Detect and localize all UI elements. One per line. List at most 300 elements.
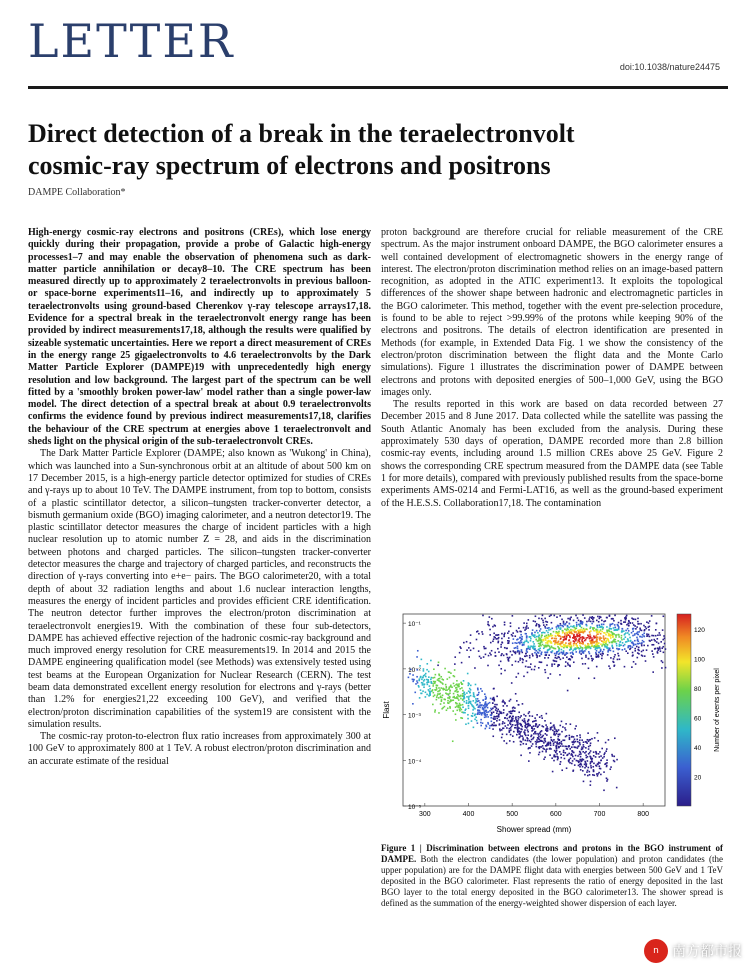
electron-point	[451, 686, 453, 688]
electron-point	[459, 696, 461, 698]
electron-point	[578, 765, 580, 767]
figure-caption	[381, 843, 723, 909]
electron-point	[453, 699, 455, 701]
proton-point	[598, 631, 600, 633]
electron-point	[467, 685, 469, 687]
proton-point	[534, 632, 536, 634]
electron-point	[599, 756, 601, 758]
x-axis-label: Shower spread (mm)	[496, 825, 572, 834]
proton-point	[613, 633, 615, 635]
electron-point	[509, 700, 511, 702]
proton-point	[634, 625, 636, 627]
electron-point	[477, 698, 479, 700]
electron-point	[481, 714, 483, 716]
proton-point	[500, 655, 502, 657]
proton-point	[660, 641, 662, 643]
proton-point	[501, 633, 503, 635]
electron-point	[466, 700, 468, 702]
proton-point	[602, 627, 604, 629]
electron-point	[466, 692, 468, 694]
electron-point	[486, 714, 488, 716]
electron-point	[556, 753, 558, 755]
electron-point	[490, 708, 492, 710]
proton-point	[588, 658, 590, 660]
proton-point	[576, 635, 578, 637]
proton-point	[559, 652, 561, 654]
proton-point	[565, 639, 567, 641]
proton-point	[541, 636, 543, 638]
electron-point	[563, 754, 565, 756]
proton-point	[578, 632, 580, 634]
proton-point	[580, 653, 582, 655]
colorbar-tick-label: 20	[694, 774, 702, 782]
proton-point	[526, 625, 528, 627]
electron-point	[532, 729, 534, 731]
electron-point	[468, 696, 470, 698]
proton-point	[602, 628, 604, 630]
proton-point	[605, 643, 607, 645]
electron-point	[559, 734, 561, 736]
proton-point	[609, 615, 611, 617]
proton-point	[546, 624, 548, 626]
electron-point	[506, 727, 508, 729]
electron-point	[418, 686, 420, 688]
proton-point	[617, 640, 619, 642]
electron-point	[539, 752, 541, 754]
proton-point	[590, 648, 592, 650]
proton-point	[534, 652, 536, 654]
electron-point	[520, 755, 522, 757]
proton-point	[555, 631, 557, 633]
electron-point	[560, 745, 562, 747]
proton-point	[653, 656, 655, 658]
electron-point	[556, 747, 558, 749]
electron-point	[541, 746, 543, 748]
electron-point	[589, 752, 591, 754]
proton-point	[523, 627, 525, 629]
proton-point	[544, 626, 546, 628]
proton-point	[566, 621, 568, 623]
electron-point	[436, 687, 438, 689]
electron-point	[445, 689, 447, 691]
electron-point	[468, 707, 470, 709]
proton-point	[543, 622, 545, 624]
proton-point	[581, 647, 583, 649]
proton-point	[652, 653, 654, 655]
electron-point	[498, 713, 500, 715]
electron-point	[450, 672, 452, 674]
electron-point	[584, 764, 586, 766]
proton-point	[548, 627, 550, 629]
electron-point	[574, 747, 576, 749]
proton-point	[589, 618, 591, 620]
electron-point	[524, 740, 526, 742]
proton-point	[489, 652, 491, 654]
electron-point	[519, 723, 521, 725]
electron-point	[527, 740, 529, 742]
proton-point	[581, 627, 583, 629]
proton-point	[564, 636, 566, 638]
electron-point	[602, 757, 604, 759]
electron-point	[473, 695, 475, 697]
electron-point	[445, 692, 447, 694]
electron-point	[552, 741, 554, 743]
proton-point	[546, 630, 548, 632]
proton-point	[651, 644, 653, 646]
proton-point	[558, 627, 560, 629]
electron-point	[515, 716, 517, 718]
electron-point	[524, 725, 526, 727]
electron-point	[528, 747, 530, 749]
proton-point	[504, 647, 506, 649]
title-line-2: cosmic-ray spectrum of electrons and positrons	[28, 151, 551, 180]
proton-point	[575, 648, 577, 650]
electron-point	[606, 762, 608, 764]
proton-point	[615, 634, 617, 636]
electron-point	[528, 719, 530, 721]
electron-point	[425, 696, 427, 698]
electron-point	[441, 682, 443, 684]
proton-point	[614, 656, 616, 658]
proton-point	[524, 656, 526, 658]
electron-point	[554, 741, 556, 743]
proton-point	[633, 624, 635, 626]
electron-point	[589, 756, 591, 758]
electron-point	[550, 748, 552, 750]
proton-point	[556, 651, 558, 653]
electron-point	[503, 727, 505, 729]
proton-point	[508, 659, 510, 661]
electron-point	[420, 677, 422, 679]
electron-point	[564, 758, 566, 760]
electron-point	[491, 720, 493, 722]
proton-point	[624, 633, 626, 635]
electron-point	[480, 719, 482, 721]
proton-point	[573, 645, 575, 647]
electron-point	[605, 742, 607, 744]
proton-point	[558, 635, 560, 637]
electron-point	[556, 741, 558, 743]
electron-point	[612, 755, 614, 757]
proton-point	[538, 636, 540, 638]
proton-point	[612, 634, 614, 636]
proton-point	[526, 623, 528, 625]
electron-point	[589, 774, 591, 776]
proton-point	[665, 648, 667, 650]
electron-point	[524, 732, 526, 734]
proton-point	[638, 641, 640, 643]
proton-point	[605, 637, 607, 639]
proton-point	[603, 621, 605, 623]
proton-point	[594, 648, 596, 650]
electron-point	[418, 680, 420, 682]
electron-point	[455, 719, 457, 721]
electron-point	[545, 733, 547, 735]
proton-point	[521, 636, 523, 638]
proton-point	[538, 643, 540, 645]
electron-point	[545, 729, 547, 731]
electron-point	[537, 741, 539, 743]
electron-point	[473, 692, 475, 694]
proton-point	[599, 616, 601, 618]
electron-point	[468, 683, 470, 685]
proton-point	[474, 667, 476, 669]
proton-point	[538, 645, 540, 647]
proton-point	[544, 636, 546, 638]
electron-point	[455, 713, 457, 715]
electron-point	[521, 741, 523, 743]
heatmap-chart	[381, 608, 726, 838]
proton-point	[529, 657, 531, 659]
electron-point	[494, 704, 496, 706]
electron-point	[592, 774, 594, 776]
y-tick-label: 10⁻⁵	[408, 804, 422, 811]
proton-point	[585, 646, 587, 648]
proton-point	[573, 661, 575, 663]
electron-point	[438, 674, 440, 676]
proton-point	[563, 621, 565, 623]
proton-point	[623, 630, 625, 632]
proton-point	[526, 637, 528, 639]
electron-point	[613, 756, 615, 758]
electron-point	[553, 744, 555, 746]
proton-point	[576, 624, 578, 626]
electron-point	[568, 753, 570, 755]
electron-point	[517, 730, 519, 732]
proton-point	[533, 620, 535, 622]
proton-point	[651, 650, 653, 652]
electron-point	[462, 695, 464, 697]
electron-point	[495, 709, 497, 711]
proton-point	[580, 629, 582, 631]
proton-point	[512, 632, 514, 634]
electron-point	[509, 730, 511, 732]
caption-title: Figure 1 | Discrimination between electrons and protons in the BGO instrument of DAMPE.	[381, 843, 723, 864]
proton-point	[512, 615, 514, 617]
electron-point	[534, 717, 536, 719]
proton-point	[601, 623, 603, 625]
electron-point	[482, 722, 484, 724]
electron-point	[564, 746, 566, 748]
electron-point	[463, 712, 465, 714]
electron-point	[467, 673, 469, 675]
electron-point	[549, 748, 551, 750]
proton-point	[627, 623, 629, 625]
electron-point	[426, 679, 428, 681]
proton-point	[518, 673, 520, 675]
proton-point	[570, 616, 572, 618]
proton-point	[565, 665, 567, 667]
proton-point	[595, 641, 597, 643]
proton-point	[559, 643, 561, 645]
electron-point	[482, 708, 484, 710]
proton-point	[660, 650, 662, 652]
electron-point	[579, 737, 581, 739]
electron-point	[493, 718, 495, 720]
electron-point	[479, 707, 481, 709]
electron-point	[539, 732, 541, 734]
electron-point	[457, 698, 459, 700]
proton-point	[550, 614, 552, 616]
proton-point	[588, 620, 590, 622]
electron-point	[533, 725, 535, 727]
proton-point	[638, 631, 640, 633]
proton-point	[567, 664, 569, 666]
electron-point	[488, 711, 490, 713]
electron-point	[470, 689, 472, 691]
proton-point	[568, 623, 570, 625]
electron-point	[549, 754, 551, 756]
proton-point	[606, 617, 608, 619]
electron-point	[599, 751, 601, 753]
watermark-text: 南方都市报	[672, 944, 742, 960]
electron-point	[449, 671, 451, 673]
proton-point	[613, 661, 615, 663]
proton-point	[528, 647, 530, 649]
proton-point	[563, 644, 565, 646]
proton-point	[598, 652, 600, 654]
electron-point	[490, 717, 492, 719]
proton-point	[526, 635, 528, 637]
electron-point	[468, 697, 470, 699]
electron-point	[429, 685, 431, 687]
proton-point	[551, 647, 553, 649]
proton-point	[561, 649, 563, 651]
electron-point	[510, 727, 512, 729]
electron-point	[479, 702, 481, 704]
proton-point	[580, 646, 582, 648]
proton-point	[608, 665, 610, 667]
proton-point	[548, 654, 550, 656]
electron-point	[442, 707, 444, 709]
proton-point	[536, 630, 538, 632]
electron-point	[547, 730, 549, 732]
proton-point	[622, 628, 624, 630]
electron-point	[597, 740, 599, 742]
proton-point	[466, 641, 468, 643]
proton-point	[543, 645, 545, 647]
electron-point	[594, 737, 596, 739]
proton-point	[646, 621, 648, 623]
electron-point	[441, 699, 443, 701]
electron-point	[544, 738, 546, 740]
proton-point	[578, 640, 580, 642]
electron-point	[588, 746, 590, 748]
proton-point	[624, 666, 626, 668]
proton-point	[596, 629, 598, 631]
electron-point	[527, 729, 529, 731]
proton-point	[615, 636, 617, 638]
proton-point	[549, 647, 551, 649]
proton-point	[547, 637, 549, 639]
electron-point	[424, 683, 426, 685]
proton-point	[612, 642, 614, 644]
proton-point	[538, 640, 540, 642]
electron-point	[434, 682, 436, 684]
proton-point	[487, 665, 489, 667]
doi-label[interactable]: doi:10.1038/nature24475	[619, 62, 720, 72]
proton-point	[551, 627, 553, 629]
proton-point	[570, 647, 572, 649]
proton-point	[500, 646, 502, 648]
electron-point	[543, 742, 545, 744]
electron-point	[439, 693, 441, 695]
proton-point	[632, 630, 634, 632]
electron-point	[517, 716, 519, 718]
electron-point	[581, 749, 583, 751]
electron-point	[429, 688, 431, 690]
electron-point	[464, 709, 466, 711]
proton-point	[579, 645, 581, 647]
electron-point	[571, 763, 573, 765]
proton-point	[555, 642, 557, 644]
proton-point	[590, 630, 592, 632]
plot-frame	[403, 614, 665, 806]
electron-point	[456, 689, 458, 691]
proton-point	[662, 646, 664, 648]
proton-point	[573, 640, 575, 642]
electron-point	[512, 724, 514, 726]
proton-point	[493, 638, 495, 640]
electron-point	[573, 742, 575, 744]
electron-point	[587, 775, 589, 777]
electron-point	[579, 734, 581, 736]
proton-point	[534, 649, 536, 651]
electron-point	[611, 754, 613, 756]
proton-point	[516, 630, 518, 632]
proton-point	[479, 656, 481, 658]
proton-point	[560, 638, 562, 640]
proton-point	[500, 644, 502, 646]
electron-point	[472, 705, 474, 707]
proton-point	[521, 642, 523, 644]
proton-point	[630, 640, 632, 642]
electron-point	[574, 758, 576, 760]
proton-point	[662, 662, 664, 664]
electron-point	[426, 682, 428, 684]
electron-point	[408, 677, 410, 679]
electron-point	[491, 712, 493, 714]
electron-point	[520, 744, 522, 746]
electron-point	[547, 728, 549, 730]
electron-point	[531, 734, 533, 736]
electron-point	[484, 728, 486, 730]
electron-point	[558, 746, 560, 748]
proton-point	[633, 644, 635, 646]
electron-point	[556, 745, 558, 747]
proton-point	[596, 625, 598, 627]
proton-point	[519, 659, 521, 661]
proton-point	[602, 651, 604, 653]
electron-point	[419, 697, 421, 699]
electron-point	[585, 751, 587, 753]
proton-point	[508, 637, 510, 639]
proton-point	[595, 652, 597, 654]
proton-point	[592, 618, 594, 620]
electron-point	[467, 718, 469, 720]
proton-point	[634, 650, 636, 652]
proton-point	[582, 641, 584, 643]
electron-point	[485, 725, 487, 727]
electron-point	[452, 696, 454, 698]
proton-point	[535, 639, 537, 641]
proton-point	[641, 654, 643, 656]
electron-point	[440, 696, 442, 698]
proton-point	[654, 640, 656, 642]
electron-point	[461, 717, 463, 719]
proton-point	[626, 615, 628, 617]
proton-point	[610, 628, 612, 630]
